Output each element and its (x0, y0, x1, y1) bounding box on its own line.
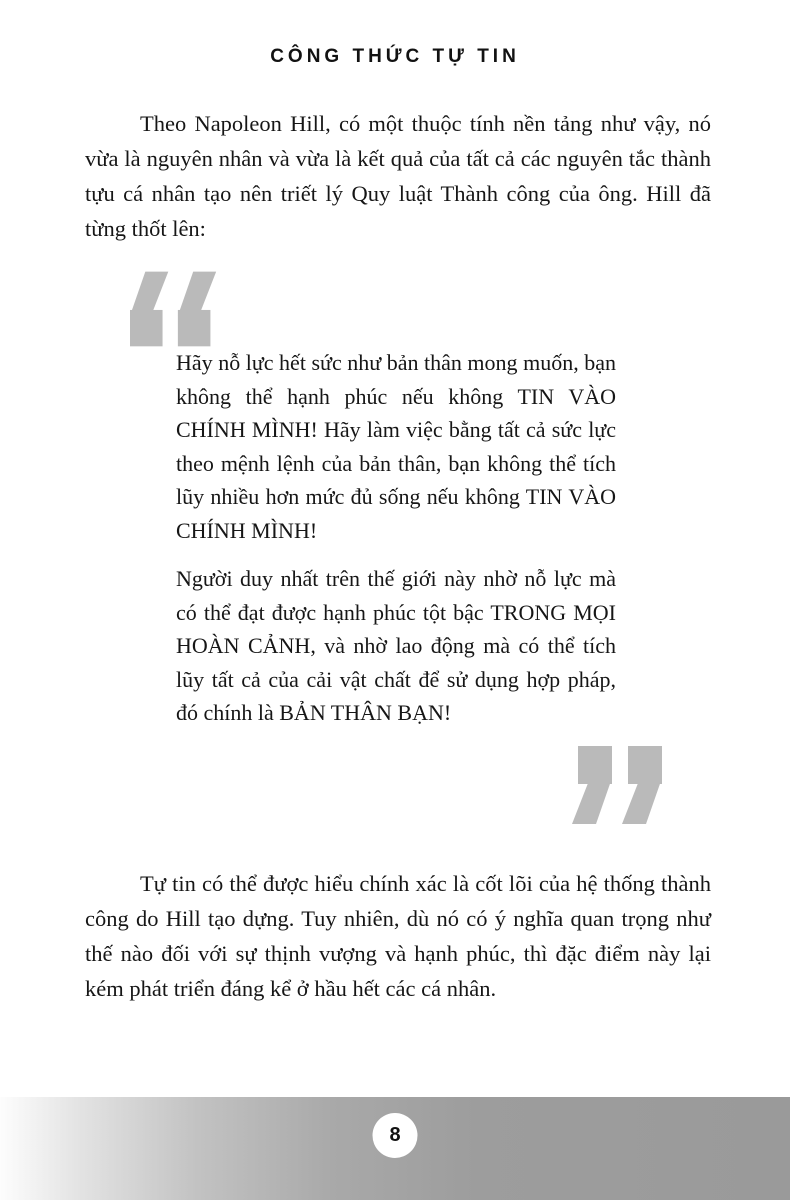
open-quote-icon (130, 270, 220, 348)
chapter-header: CÔNG THỨC TỰ TIN (270, 46, 520, 67)
intro-paragraph: Theo Napoleon Hill, có một thuộc tính nền tảng như vậy, nó vừa là nguyên nhân và vừa là kết quả của tất cả các nguyên tắc thành tựu cá nhân tạo nên triết lý Quy luật Thành công của ông. Hill đã từng thốt lên: (85, 111, 711, 241)
pull-quote (176, 346, 616, 730)
close-quote-icon (568, 746, 662, 824)
page-number-badge (373, 1113, 418, 1158)
quote-paragraph-1: Hãy nỗ lực hết sức như bản thân mong muốn, bạn không thể hạnh phúc nếu không TIN VÀO CHÍNH MÌNH! Hãy làm việc bằng tất cả sức lực theo mệnh lệnh của bản thân, bạn không thể tích lũy nhiều hơn mức đủ sống nếu không TIN VÀO CHÍNH MÌNH! (176, 350, 616, 543)
closing-paragraph: Tự tin có thể được hiểu chính xác là cốt lõi của hệ thống thành công do Hill tạo dựng. Tuy nhiên, dù nó có ý nghĩa quan trọng như thế nào đối với sự thịnh vượng và hạnh phúc, thì đặc điểm này lại kém phát triển đáng kể ở hầu hết các cá nhân. (85, 871, 711, 1001)
page-number: 8 (389, 1124, 401, 1146)
quote-paragraph-2: Người duy nhất trên thế giới này nhờ nỗ lực mà có thể đạt được hạnh phúc tột bậc TRONG MỌI HOÀN CẢNH, và nhờ lao động mà có thể tích lũy tất cả của cải vật chất để sử dụng hợp pháp, đó chính là BẢN THÂN BẠN! (176, 566, 616, 725)
